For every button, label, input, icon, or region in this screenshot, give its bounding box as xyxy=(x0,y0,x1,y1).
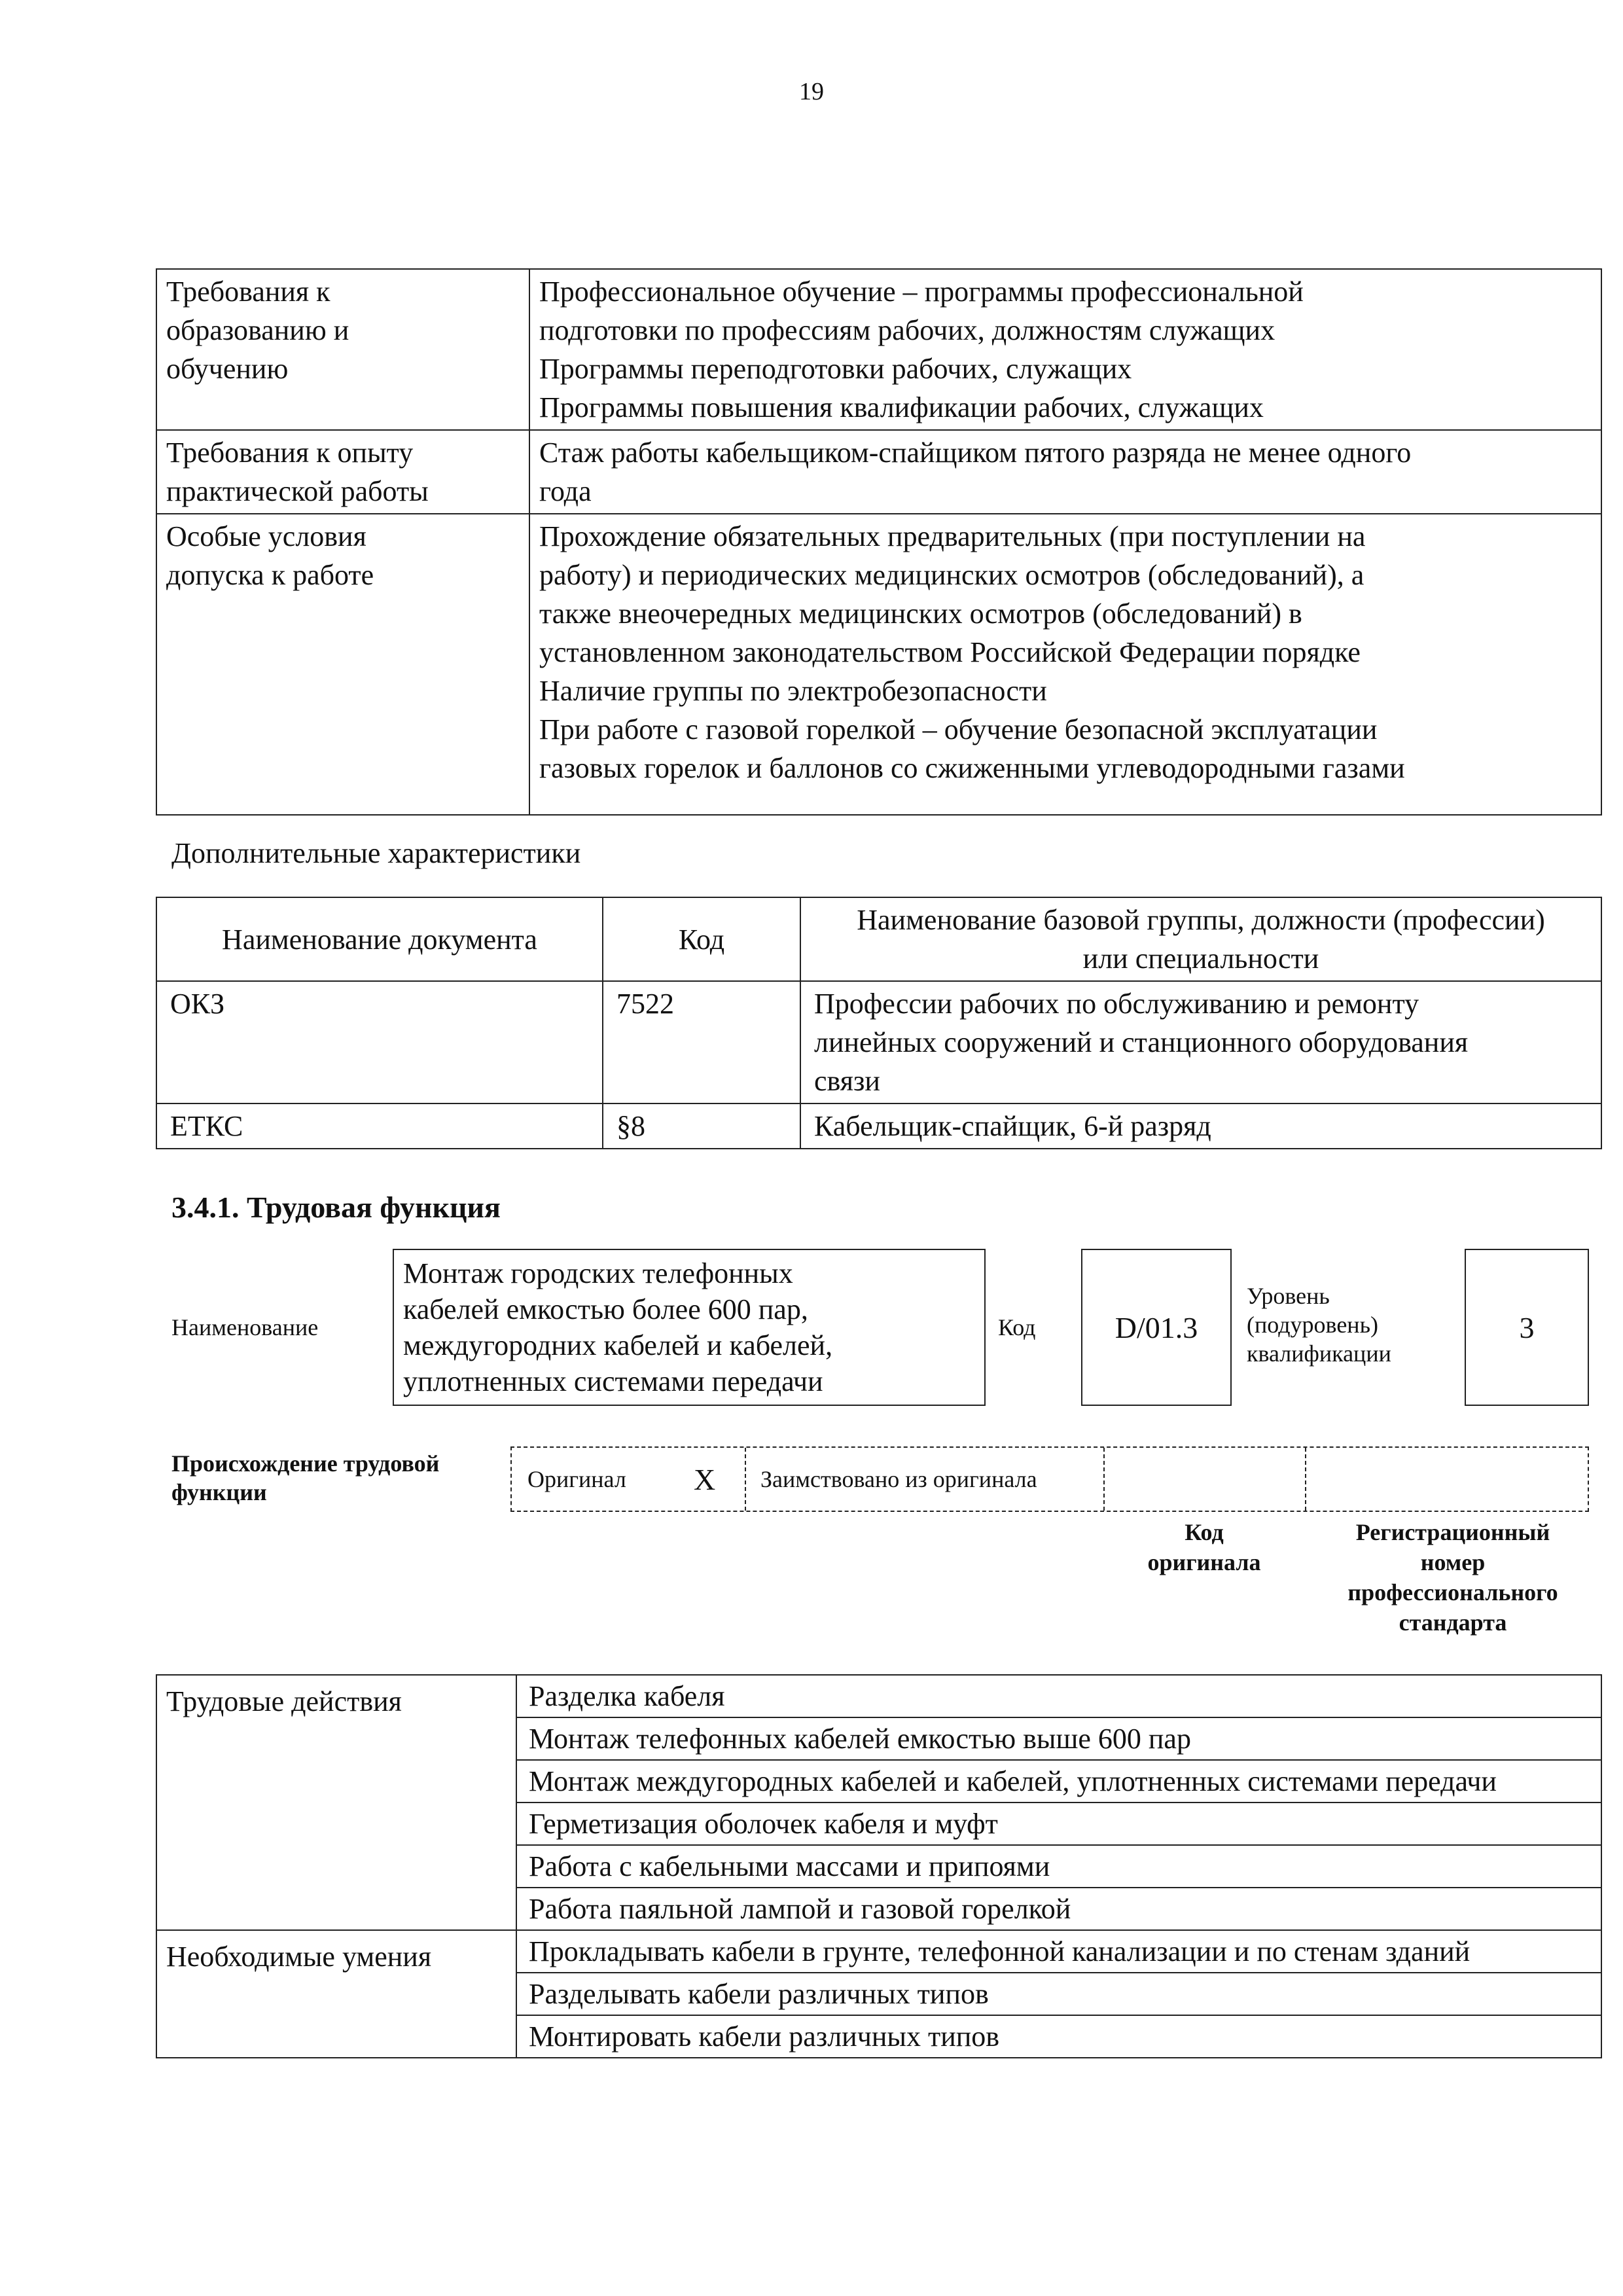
action-item: Монтаж телефонных кабелей емкостью выше 600 пар xyxy=(516,1717,1601,1760)
table-row xyxy=(156,514,1601,815)
action-item: Работа с кабельными массами и припоями xyxy=(516,1845,1601,1888)
header-name: Наименование базовой группы, должности (профессии) или специальности xyxy=(800,897,1601,981)
function-heading: 3.4.1. Трудовая функция xyxy=(171,1191,501,1224)
divider xyxy=(1103,1448,1105,1511)
requirements-table xyxy=(156,268,1602,816)
code-label: Код xyxy=(998,1314,1036,1340)
requirement-value: Прохождение обязательных предварительных (при поступлении на работу) и периодических медицинских осмотров (обследований), а также внеочередных медицинских осмотров (обследований) в установленном законодательством Российской Федерации порядке Наличие группы по электробезопасности При работе с газовой горелкой – обучение безопасной эксплуатации газовых горелок и баллонов со сжиженными углеводородными газами xyxy=(529,514,1601,815)
function-name-box: Монтаж городских телефонных кабелей емкостью более 600 пар, междугородних кабелей и кабелей, уплотненных системами передачи xyxy=(393,1249,986,1406)
divider xyxy=(1305,1448,1306,1511)
original-label: Оригинал xyxy=(527,1466,626,1492)
table-row xyxy=(156,1675,1601,1717)
page-number: 19 xyxy=(799,78,824,105)
additional-characteristics-table xyxy=(156,897,1602,1149)
cell-document: ЕТКС xyxy=(156,1103,603,1149)
qualification-level-box: 3 xyxy=(1465,1249,1589,1406)
table-header-row xyxy=(156,897,1601,981)
requirement-label: Особые условия допуска к работе xyxy=(156,514,529,815)
action-item: Работа паяльной лампой и газовой горелкой xyxy=(516,1888,1601,1930)
requirement-label: Требования к опыту практической работы xyxy=(156,430,529,514)
skill-item: Прокладывать кабели в грунте, телефонной канализации и по стенам зданий xyxy=(516,1930,1601,1973)
table-row xyxy=(156,1930,1601,1973)
action-item: Монтаж междугородных кабелей и кабелей, уплотненных системами передачи xyxy=(516,1760,1601,1803)
table-row xyxy=(156,269,1601,430)
original-mark: X xyxy=(694,1462,716,1496)
header-document: Наименование документа xyxy=(156,897,603,981)
cell-name: Кабельщик-спайщик, 6-й разряд xyxy=(800,1103,1601,1149)
origin-label: Происхождение трудовой функции xyxy=(171,1450,440,1505)
additional-characteristics-title: Дополнительные характеристики xyxy=(171,837,581,869)
cell-name: Профессии рабочих по обслуживанию и ремонту линейных сооружений и станционного оборудования связи xyxy=(800,981,1601,1103)
cell-document: ОКЗ xyxy=(156,981,603,1103)
borrowed-label: Заимствовано из оригинала xyxy=(760,1466,1037,1492)
table-row xyxy=(156,430,1601,514)
cell-code: §8 xyxy=(603,1103,800,1149)
action-item: Герметизация оболочек кабеля и муфт xyxy=(516,1803,1601,1845)
original-code-caption: Код оригинала xyxy=(1147,1519,1261,1575)
skill-item: Разделывать кабели различных типов xyxy=(516,1973,1601,2015)
name-label: Наименование xyxy=(171,1314,319,1340)
table-row xyxy=(156,981,1601,1103)
cell-code: 7522 xyxy=(603,981,800,1103)
origin-row xyxy=(510,1446,1589,1512)
level-label: Уровень (подуровень) квалификации xyxy=(1247,1283,1391,1367)
actions-label: Трудовые действия xyxy=(156,1675,516,1930)
divider xyxy=(745,1448,746,1511)
requirement-value: Стаж работы кабельщиком-спайщиком пятого разряда не менее одного года xyxy=(529,430,1601,514)
header-code: Код xyxy=(603,897,800,981)
table-row xyxy=(156,1103,1601,1149)
requirement-label: Требования к образованию и обучению xyxy=(156,269,529,430)
labor-actions-table xyxy=(156,1674,1602,2058)
skills-label: Необходимые умения xyxy=(156,1930,516,2058)
requirement-value: Профессиональное обучение – программы профессиональной подготовки по профессиям рабочих, должностям служащих Программы переподготовки рабочих, служащих Программы повышения квалификации рабочих, служащих xyxy=(529,269,1601,430)
action-item: Разделка кабеля xyxy=(516,1675,1601,1717)
skill-item: Монтировать кабели различных типов xyxy=(516,2015,1601,2058)
registration-number-caption: Регистрационный номер профессионального стандарта xyxy=(1347,1519,1558,1636)
function-code-box: D/01.3 xyxy=(1081,1249,1232,1406)
